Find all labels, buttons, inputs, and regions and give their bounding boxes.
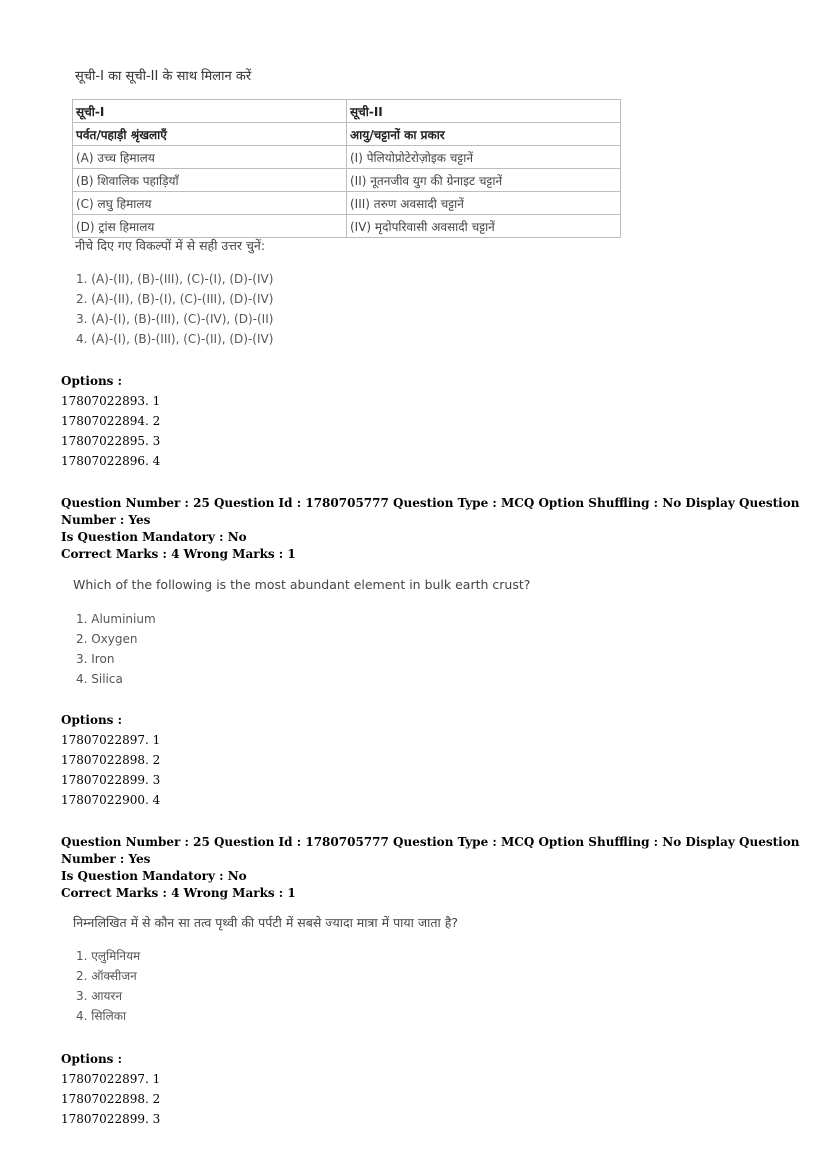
choice-item: 4. सिलिका [76, 1009, 127, 1023]
table-row [73, 192, 621, 215]
option-id: 17807022898. 2 [61, 753, 161, 767]
match-table-cell: सूची-I [73, 100, 347, 123]
options-list [61, 1069, 160, 1129]
match-table-header-row [73, 100, 621, 123]
match-table-cell: (II) नूतनजीव युग की ग्रेनाइट चट्टानें [347, 169, 621, 192]
question-meta-line: Is Question Mandatory : No [61, 869, 247, 883]
choice-item: 2. (A)-(II), (B)-(I), (C)-(III), (D)-(IV) [76, 292, 274, 306]
table-row [73, 215, 621, 238]
question-meta [61, 834, 821, 902]
match-table [72, 99, 621, 238]
option-id: 17807022897. 1 [61, 733, 161, 747]
question-meta-line: Correct Marks : 4 Wrong Marks : 1 [61, 886, 296, 900]
match-choices [76, 269, 273, 349]
option-id: 17807022900. 4 [61, 793, 161, 807]
question-meta [61, 495, 821, 563]
question-stem-english [73, 577, 530, 592]
match-table-cell: सूची-II [347, 100, 621, 123]
choice-item: 3. (A)-(I), (B)-(III), (C)-(IV), (D)-(II) [76, 312, 274, 326]
match-table-cell: (B) शिवालिक पहाड़ियाँ [73, 169, 347, 192]
match-table-cell: (C) लघु हिमालय [73, 192, 347, 215]
match-table-cell: (I) पेलियोप्रोटेरोज़ोइक चट्टानें [347, 146, 621, 169]
choice-item: 2. Oxygen [76, 632, 138, 646]
match-table-cell: (III) तरुण अवसादी चट्टानें [347, 192, 621, 215]
option-id: 17807022897. 1 [61, 1072, 161, 1086]
match-table-cell: आयु/चट्टानों का प्रकार [347, 123, 621, 146]
option-id: 17807022893. 1 [61, 394, 161, 408]
question-meta-line: Question Number : 25 Question Id : 1780705777 Question Type : MCQ Option Shuffling : No Display Question Number : Yes [61, 835, 800, 866]
options-label: Options : [61, 374, 123, 388]
question-meta-line: Question Number : 25 Question Id : 1780705777 Question Type : MCQ Option Shuffling : No Display Question Number : Yes [61, 496, 800, 527]
options-label: Options : [61, 1052, 123, 1066]
choice-item: 1. एलुमिनियम [76, 949, 141, 963]
question-stem: Which of the following is the most abundant element in bulk earth crust? [73, 577, 531, 592]
option-id: 17807022895. 3 [61, 434, 161, 448]
options-list [61, 391, 160, 471]
options-label: Options : [61, 713, 123, 727]
match-table-cell: (IV) मृदोपरिवासी अवसादी चट्टानें [347, 215, 621, 238]
hindi-choices [76, 946, 140, 1026]
table-row [73, 169, 621, 192]
match-table-cell: पर्वत/पहाड़ी श्रृंखलाएँ [73, 123, 347, 146]
option-id: 17807022899. 3 [61, 1112, 161, 1126]
option-id: 17807022898. 2 [61, 1092, 161, 1106]
match-question-title: सूची-I का सूची-II के साथ मिलान करें [75, 69, 252, 84]
choice-item: 4. (A)-(I), (B)-(III), (C)-(II), (D)-(IV) [76, 332, 274, 346]
question-meta-line: Correct Marks : 4 Wrong Marks : 1 [61, 547, 296, 561]
match-table-cell: (D) ट्रांस हिमालय [73, 215, 347, 238]
question-stem: निम्नलिखित में से कौन सा तत्व पृथ्वी की पर्पटी में सबसे ज्यादा मात्रा में पाया जाता है? [73, 915, 458, 930]
option-id: 17807022894. 2 [61, 414, 161, 428]
choice-item: 1. Aluminium [76, 612, 156, 626]
match-table-header-row [73, 123, 621, 146]
choice-item: 1. (A)-(II), (B)-(III), (C)-(I), (D)-(IV) [76, 272, 274, 286]
english-choices [76, 609, 156, 689]
question-stem-hindi [73, 914, 458, 931]
option-id: 17807022899. 3 [61, 773, 161, 787]
choice-item: 2. ऑक्सीजन [76, 969, 137, 983]
options-list [61, 730, 160, 810]
choice-item: 3. Iron [76, 652, 115, 666]
question-meta-line: Is Question Mandatory : No [61, 530, 247, 544]
match-table-cell: (A) उच्च हिमालय [73, 146, 347, 169]
choice-item: 3. आयरन [76, 989, 123, 1003]
choice-item: 4. Silica [76, 672, 123, 686]
match-instruction: नीचे दिए गए विकल्पों में से सही उत्तर चुनें: [75, 238, 266, 253]
option-id: 17807022896. 4 [61, 454, 161, 468]
table-row [73, 146, 621, 169]
